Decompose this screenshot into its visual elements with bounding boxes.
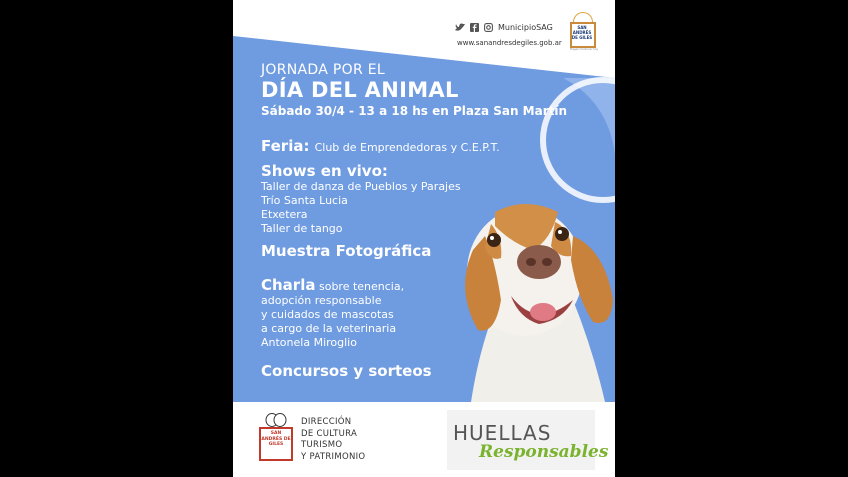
feria-line bbox=[261, 136, 500, 155]
list-item: Etxetera bbox=[261, 208, 308, 221]
website-link[interactable]: www.sanandresdegiles.gob.ar bbox=[457, 39, 562, 47]
muestra-heading: Muestra Fotográfica bbox=[261, 242, 432, 260]
municipality-logo bbox=[567, 12, 597, 50]
footer-logo-text: SAN ANDRÉS DE GILES bbox=[261, 431, 291, 447]
social-handle[interactable]: MunicipioSAG bbox=[498, 23, 553, 32]
list-item: Taller de danza de Pueblos y Parajes bbox=[261, 180, 461, 193]
social-bar bbox=[455, 23, 553, 32]
footer-logo bbox=[257, 413, 293, 461]
direccion-cultura bbox=[301, 417, 365, 463]
charla-line: y cuidados de mascotas bbox=[261, 308, 394, 321]
direccion-line: TURISMO bbox=[301, 440, 343, 450]
huellas-responsables-logo bbox=[447, 410, 609, 470]
event-kicker: JORNADA POR EL bbox=[261, 62, 385, 78]
concursos-heading: Concursos y sorteos bbox=[261, 362, 432, 380]
charla-block bbox=[261, 278, 431, 350]
twitter-icon[interactable] bbox=[455, 23, 465, 32]
charla-line: sobre tenencia, bbox=[315, 280, 405, 293]
shows-heading: Shows en vivo: bbox=[261, 162, 388, 180]
direccion-line: Y PATRIMONIO bbox=[301, 451, 366, 462]
direccion-line: DE CULTURA bbox=[301, 428, 358, 439]
logo-text: SAN ANDRÉS DE GILES bbox=[571, 25, 593, 40]
charla-line: a cargo de la veterinaria bbox=[261, 322, 397, 335]
shows-list bbox=[261, 180, 461, 236]
logo-tagline: Hagan historia hoy bbox=[569, 47, 599, 51]
charla-label: Charla bbox=[261, 276, 316, 294]
feria-value: Club de Emprendedoras y C.E.P.T. bbox=[314, 141, 500, 154]
theatre-masks-icon bbox=[265, 413, 287, 427]
facebook-icon[interactable] bbox=[470, 23, 479, 32]
feria-label: Feria: bbox=[261, 137, 310, 155]
charla-line: Antonela Miroglio bbox=[261, 336, 357, 349]
event-title: DÍA DEL ANIMAL bbox=[261, 78, 459, 102]
direccion-line: DIRECCIÓN bbox=[301, 417, 352, 427]
poster bbox=[233, 0, 615, 477]
huellas-word: HUELLAS bbox=[453, 421, 552, 445]
list-item: Taller de tango bbox=[261, 222, 343, 235]
instagram-icon[interactable] bbox=[484, 23, 493, 32]
event-datetime: Sábado 30/4 - 13 a 18 hs en Plaza San Martín bbox=[261, 104, 568, 118]
charla-line: adopción responsable bbox=[261, 294, 382, 307]
list-item: Trío Santa Lucia bbox=[261, 194, 348, 207]
responsables-word: Responsables bbox=[479, 442, 609, 462]
